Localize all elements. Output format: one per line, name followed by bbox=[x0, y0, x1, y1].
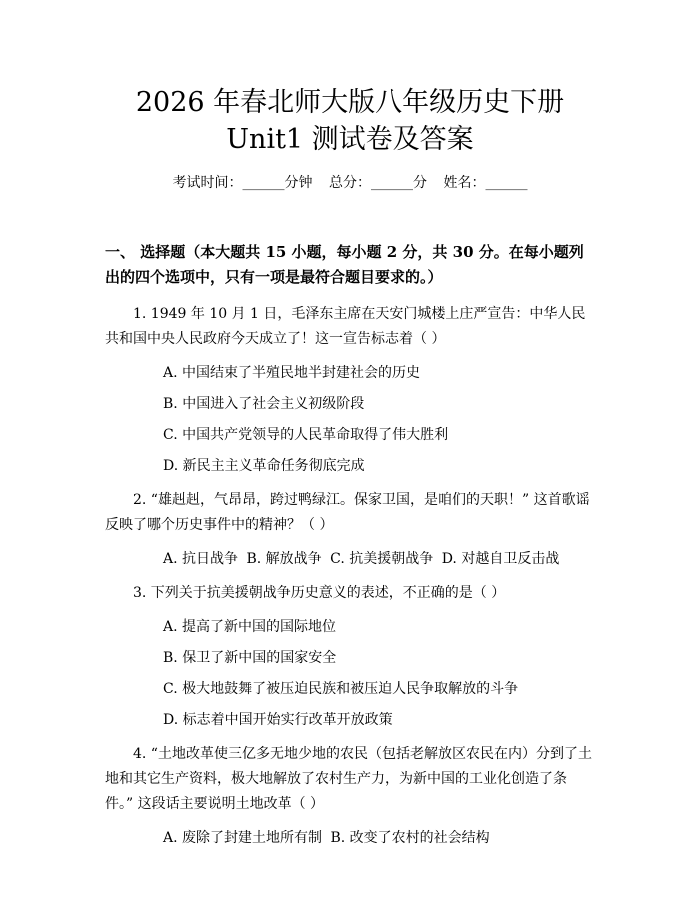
question-3-option-d: D. 标志着中国开始实行改革开放政策 bbox=[163, 712, 393, 728]
question-1-option-a: A. 中国结束了半殖民地半封建社会的历史 bbox=[163, 365, 421, 381]
question-3-stem: 3. 下列关于抗美援朝战争历史意义的表述，不正确的是（ ） bbox=[133, 585, 506, 601]
student-name-field: 姓名：______ bbox=[443, 175, 528, 191]
document-title: 2026 年春北师大版八年级历史下册 Unit1 测试卷及答案 bbox=[135, 87, 565, 155]
question-4-stem: 4. “土地改革使三亿多无地少地的农民（包括老解放区农民在内）分到了土地和其它生产资料，极大地解放了农村生产力，为新中国的工业化创造了条件。” 这段话主要说明土地改革（ ） bbox=[105, 746, 592, 812]
total-score-field: 总分：______分 bbox=[329, 175, 427, 191]
question-4-options bbox=[105, 828, 595, 848]
question-2-option-c: C. 抗美援朝战争 bbox=[330, 551, 434, 567]
question-1-stem: 1. 1949 年 10 月 1 日，毛泽东主席在天安门城楼上庄严宣告：中华人民共和国中央人民政府今天成立了！这一宣告标志着（ ） bbox=[105, 306, 586, 347]
question-1-option-d: D. 新民主主义革命任务彻底完成 bbox=[163, 458, 365, 474]
exam-info bbox=[105, 172, 595, 194]
question-3-option-a: A. 提高了新中国的国际地位 bbox=[163, 619, 337, 635]
question-2-option-b: B. 解放战争 bbox=[246, 551, 322, 567]
question-2-option-a: A. 抗日战争 bbox=[163, 551, 239, 567]
question-1-option-b: B. 中国进入了社会主义初级阶段 bbox=[163, 396, 365, 412]
question-1-option-c: C. 中国共产党领导的人民革命取得了伟大胜利 bbox=[163, 427, 449, 443]
question-3-option-b: B. 保卫了新中国的国家安全 bbox=[163, 650, 337, 666]
question-2-stem: 2. “雄赳赳，气昂昂，跨过鸭绿江。保家卫国，是咱们的天职！” 这首歌谣反映了哪个历史事件中的精神？（ ） bbox=[105, 492, 590, 533]
question-3-option-c: C. 极大地鼓舞了被压迫民族和被压迫人民争取解放的斗争 bbox=[163, 681, 519, 697]
question-2-option-d: D. 对越自卫反击战 bbox=[441, 551, 560, 567]
question-4-option-b: B. 改变了农村的社会结构 bbox=[330, 830, 490, 846]
exam-time-field: 考试时间：______分钟 bbox=[172, 175, 313, 191]
section-heading: 一、 选择题（本大题共 15 小题，每小题 2 分，共 30 分。在每小题列出的四个选项中，只有一项是最符合题目要求的。） bbox=[105, 243, 584, 286]
question-2-options bbox=[105, 549, 595, 569]
question-4-option-a: A. 废除了封建土地所有制 bbox=[163, 830, 323, 846]
